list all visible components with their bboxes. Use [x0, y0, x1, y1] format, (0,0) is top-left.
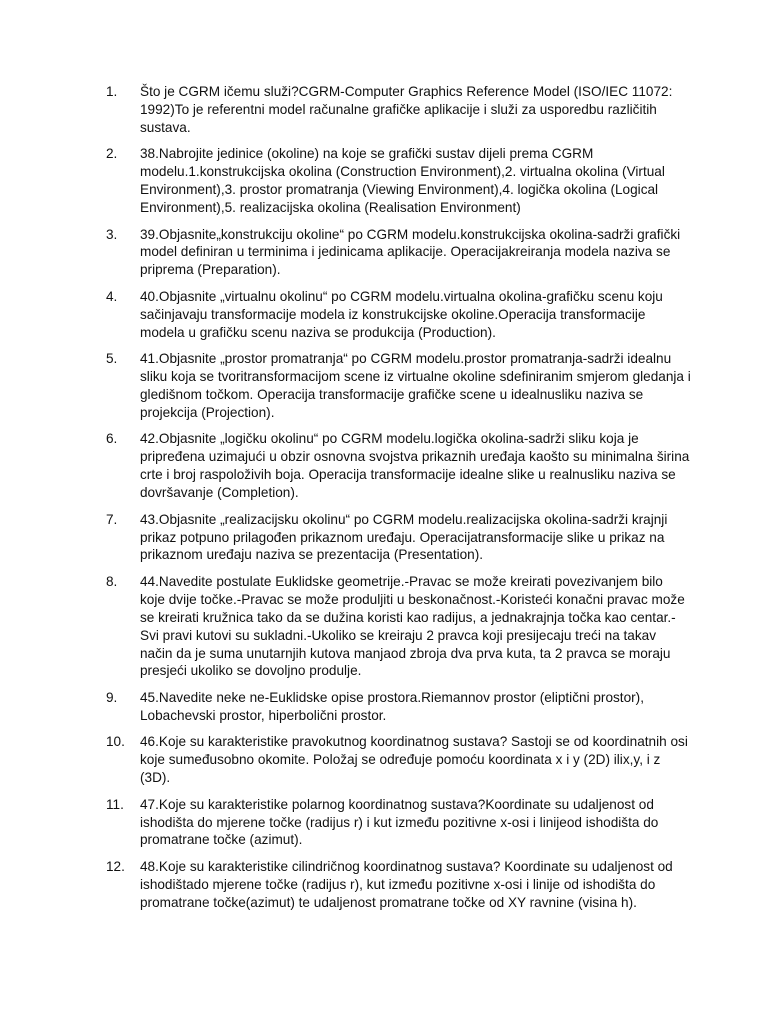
- list-item: [106, 573, 691, 680]
- list-item-text: 48.Koje su karakteristike cilindričnog koordinatnog sustava? Koordinate su udaljenost od ishodištado mjerene točke (radijus r), kut između pozitivne x-osi i linije od ishodišta do promatrane točke(azimut) te udaljenost promatrane točke od XY ravnine (visina h).: [140, 858, 673, 910]
- list-item: [106, 145, 691, 217]
- list-item: [106, 733, 691, 787]
- list-item: [106, 796, 691, 850]
- list-item-text: 45.Navedite neke ne-Euklidske opise prostora.Riemannov prostor (eliptični prostor), Lobachevski prostor, hiperbolični prostor.: [140, 689, 644, 723]
- list-item-number: 8.: [106, 573, 118, 589]
- list-item-number: 4.: [106, 288, 118, 304]
- list-item-text: 42.Objasnite „logičku okolinu“ po CGRM modelu.logička okolina-sadrži sliku koja je pripređena uzimajući u obzir osnovna svojstva prikaznih uređaja kaošto su minimalna širina crte i broj raspoloživih boja. Operacija transformacije idealne slike u realnusliku naziva se dovršavanje (Completion).: [140, 431, 690, 501]
- list-item-number: 11.: [106, 796, 124, 812]
- list-item: [106, 83, 691, 137]
- numbered-question-list: [106, 83, 691, 920]
- list-item-number: 3.: [106, 226, 118, 242]
- list-item-text: 39.Objasnite„konstrukciju okoline“ po CGRM modelu.konstrukcijska okolina-sadrži grafički model definiran u terminima i jedinicama aplikacije. Operacijakreiranja modela naziva se priprema (Preparation).: [140, 226, 681, 278]
- list-item-number: 7.: [106, 511, 118, 527]
- list-item-text: 47.Koje su karakteristike polarnog koordinatnog sustava?Koordinate su udaljenost od ishodišta do mjerene točke (radijus r) i kut između pozitivne x-osi i linijeod ishodišta do promatrane točke (azimut).: [140, 796, 659, 848]
- list-item-number: 10.: [106, 734, 125, 750]
- list-item-number: 2.: [106, 146, 118, 162]
- list-item-text: 41.Objasnite „prostor promatranja“ po CGRM modelu.prostor promatranja-sadrži idealnu sliku koja se tvoritransformacijom scene iz virtualne okoline sdefiniranim smjerom gledanja i gledišnom točkom. Operacija transformacije grafičke scene u idealnusliku naziva se projekcija (Projection).: [140, 351, 691, 420]
- list-item: [106, 288, 691, 342]
- list-item-text: 38.Nabrojite jedinice (okoline) na koje se grafički sustav dijeli prema CGRM modelu.1.konstrukcijska okolina (Construction Environment),2. virtualna okolina (Virtual Environment),3. prostor promatranja (Viewing Environment),4. logička okolina (Logical Environment),5. realizacijska okolina (Realisation Environment): [140, 146, 665, 216]
- list-item-text: 46.Koje su karakteristike pravokutnog koordinatnog sustava? Sastoji se od koordinatnih osi koje sumeđusobno okomite. Položaj se određuje pomoću koordinata x i y (2D) ilix,y, i z (3D).: [140, 734, 688, 786]
- list-item-number: 9.: [106, 689, 118, 705]
- list-item: [106, 350, 691, 422]
- list-item: [106, 689, 691, 725]
- list-item-number: 5.: [106, 351, 118, 367]
- list-item: [106, 858, 691, 912]
- list-item-number: 1.: [106, 84, 118, 99]
- list-item-text: Što je CGRM ičemu služi?CGRM-Computer Graphics Reference Model (ISO/IEC 11072: 1992)To je referentni model računalne grafičke aplikacije i služi za usporedbu različitih sustava.: [140, 84, 673, 135]
- list-item-text: 40.Objasnite „virtualnu okolinu“ po CGRM modelu.virtualna okolina-grafičku scenu koju sačinjavaju transformacije modela iz konstrukcijske okoline.Operacija transformacije modela u grafičku scenu naziva se produkcija (Production).: [140, 288, 663, 340]
- list-item: [106, 511, 691, 565]
- list-item-number: 12.: [106, 858, 125, 874]
- list-item-text: 44.Navedite postulate Euklidske geometrije.-Pravac se može kreirati povezivanjem bilo koje dvije točke.-Pravac se može produljiti u beskonačnost.-Koristeći konačni pravac može se kreirati kružnica tako da se dužina koristi kao radijus, a jednakrajnja točka kao centar.-Svi pravi kutovi su sukladni.-Ukoliko se kreiraju 2 pravca koji presijecaju treći na takav način da je suma unutarnjih kutova manjaod zbroja dva prva kuta, ta 2 pravca se moraju presjeći ukoliko se dovoljno produlje.: [140, 573, 685, 679]
- list-item: [106, 226, 691, 280]
- list-item: [106, 430, 691, 502]
- list-item-text: 43.Objasnite „realizacijsku okolinu“ po CGRM modelu.realizacijska okolina-sadrži krajnji prikaz potpuno prilagođen prikaznom uređaju. Operacijatransformacije slike u prikaz na prikaznom uređaju naziva se prezentacija (Presentation).: [140, 511, 668, 563]
- list-item-number: 6.: [106, 431, 118, 447]
